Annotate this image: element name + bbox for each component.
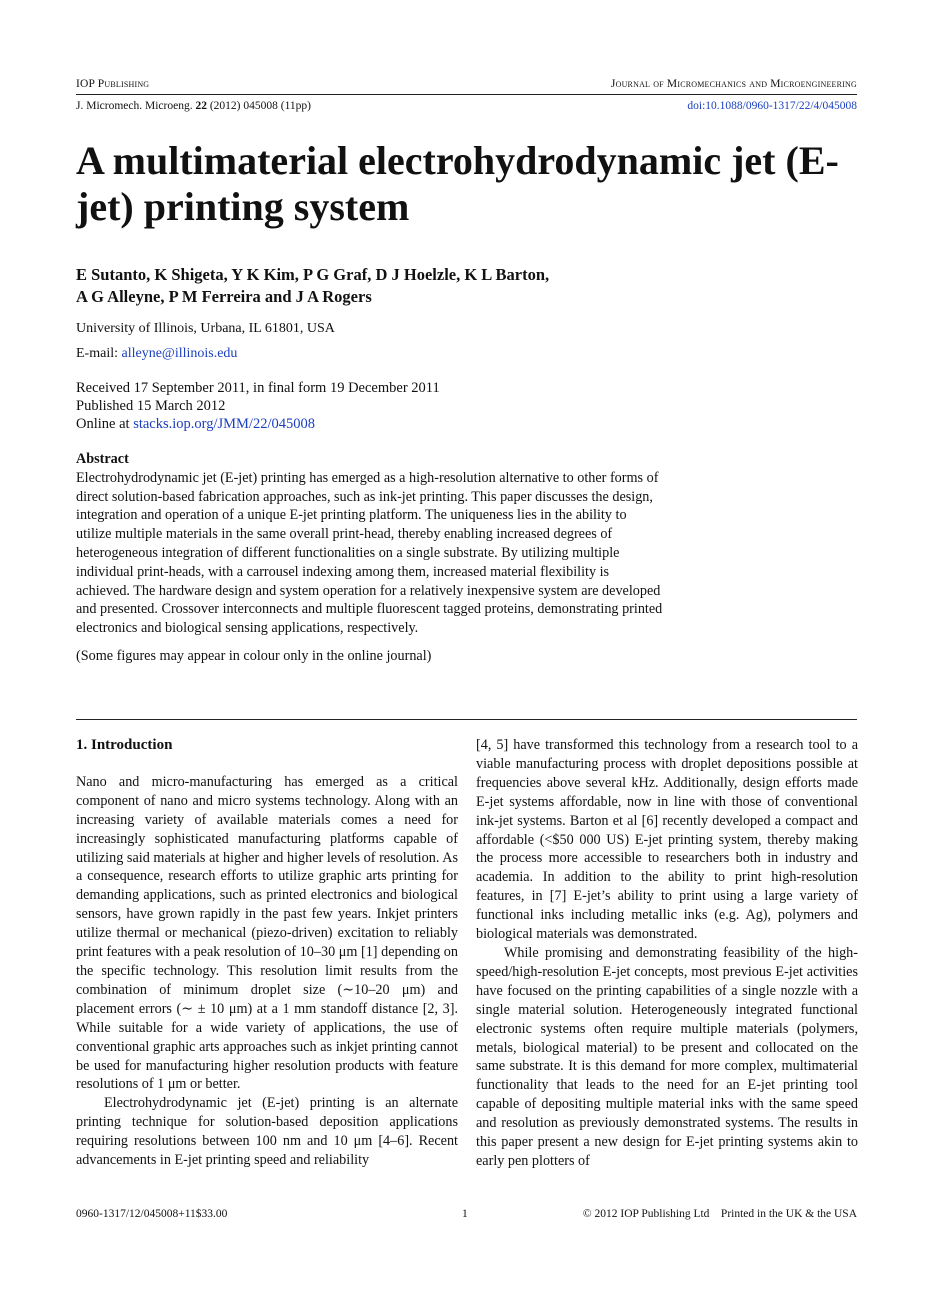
citation-prefix: J. Micromech. Microeng. — [76, 100, 196, 112]
right-column — [476, 736, 858, 1171]
citation-suffix: (2012) 045008 (11pp) — [206, 100, 311, 112]
email-link[interactable]: alleyne@illinois.edu — [121, 346, 238, 361]
journal-name: Journal of Micromechanics and Microengineering — [610, 78, 857, 90]
page-number: 1 — [462, 1208, 468, 1220]
publisher-name: IOP Publishing — [76, 78, 150, 90]
volume: 22 — [195, 100, 207, 112]
email-label: E-mail: — [76, 346, 122, 361]
published-date: Published 15 March 2012 — [76, 398, 226, 414]
affiliation: University of Illinois, Urbana, IL 61801, USA — [76, 321, 335, 336]
colour-note: (Some figures may appear in colour only in the online journal) — [76, 647, 432, 664]
authors-line-2: A G Alleyne, P M Ferreira and J A Rogers — [76, 287, 372, 306]
author-list — [76, 264, 857, 308]
page-footer — [76, 1208, 857, 1220]
citation — [76, 100, 311, 112]
online-line — [76, 415, 440, 433]
header-rule — [76, 94, 857, 95]
received-date: Received 17 September 2011, in final form 19 December 2011 — [76, 380, 440, 396]
citation-row — [76, 100, 857, 112]
intro-paragraph-2: Electrohydrodynamic jet (E-jet) printing is an alternate printing technique for solution-based deposition applications requiring resolutions between 100 nm and 10 μm [4–6]. Recent advancements in E-jet printing speed and reliability — [76, 1095, 458, 1169]
online-label: Online at — [76, 416, 134, 432]
online-link[interactable]: stacks.iop.org/JMM/22/045008 — [133, 416, 315, 432]
journal-header — [76, 78, 857, 90]
abstract-heading: Abstract — [76, 451, 129, 467]
intro-paragraph-4: While promising and demonstrating feasibility of the high-speed/high-resolution E-jet concepts, most previous E-jet activities have focused on the printing capabilities of a single nozzle with a single material solution. Heterogeneously integrated functional electronic systems often require multiple materials (polymers, metals, biological material) to be present and collocated on the same substrate. It is this demand for more complex, multimaterial functionality that leads to the need for an E-jet printing tool capable of depositing multiple material inks with the same speed and resolution as previously demonstrated systems. The results in this paper present a new design for E-jet printing systems akin to early pen plotters of — [476, 944, 858, 1169]
intro-paragraph-3: [4, 5] have transformed this technology from a research tool to a viable manufacturing process with droplet depositions possible at frequencies above several kHz. Additionally, design efforts made E-jet systems affordable, now in line with those of conventional ink-jet systems. Barton et al [6] recently developed a compact and affordable (<$50 000 US) E-jet printing system, thereby making the process more accessible to researchers both in industry and academia. In addition to the ability to print high-resolution features, in [7] E-jet’s ability to print using a large variety of functional inks including metallic inks (e.g. Ag), polymers and biological materials was demonstrated. — [476, 737, 858, 943]
authors-line-1: E Sutanto, K Shigeta, Y K Kim, P G Graf, D J Hoelzle, K L Barton, — [76, 265, 550, 284]
abstract-text: Electrohydrodynamic jet (E-jet) printing has emerged as a high-resolution alternative to other forms of direct solution-based fabrication approaches, such as ink-jet printing. This paper discusses the design, integration and operation of a unique E-jet printing platform. The uniqueness lies in the ability to utilize multiple materials in the same overall print-head, thereby enabling increased degrees of heterogeneous integration of different functionalities on a single substrate. By utilizing multiple individual print-heads, with a carrousel indexing among them, increased material flexibility is achieved. The hardware design and system operation for a relatively inexpensive system are developed and presented. Crossover interconnects and multiple fluorescent tagged proteins, demonstrating printed electronics and biological sensing applications, respectively. — [76, 469, 663, 637]
doi-link[interactable]: doi:10.1088/0960-1317/22/4/045008 — [687, 100, 857, 112]
intro-paragraph-1: Nano and micro-manufacturing has emerged as a critical component of nano and micro systems technology. Along with an increasing variety of available materials comes a need for increasingly sophisticated manufacturing platforms capable of utilizing said materials at higher and higher levels of resolution. As a consequence, research efforts to utilize graphic arts printing for demanding applications, such as printed electronics and biological sensors, have grown rapidly in the past few years. Inkjet printers utilize thermal or mechanical (piezo-driven) excitation to reliably print features with a peak resolution of 10–30 μm [1] depending on the specific technology. This resolution limit results from the combination of minimum droplet size (∼10–20 μm) and placement errors (∼ ± 10 μm) at a 1 mm standoff distance [2, 3]. While suitable for a wide variety of applications, the use of conventional graphic arts approaches such as inkjet printing cannot be used for manufacturing higher resolution products with feature resolutions of 1 μm or better. — [76, 773, 458, 1093]
email-line — [76, 345, 237, 363]
paper-title: A multimaterial electrohydrodynamic jet (E-jet) printing system — [76, 138, 839, 229]
issn-code: 0960-1317/12/045008+11$33.00 — [76, 1208, 228, 1220]
dates-block — [76, 379, 440, 433]
abstract — [76, 450, 664, 666]
copyright: © 2012 IOP Publishing Ltd Printed in the UK & the USA — [582, 1208, 857, 1220]
section-divider — [76, 719, 857, 720]
left-column — [76, 736, 458, 1170]
section-title: 1. Introduction — [76, 737, 173, 753]
